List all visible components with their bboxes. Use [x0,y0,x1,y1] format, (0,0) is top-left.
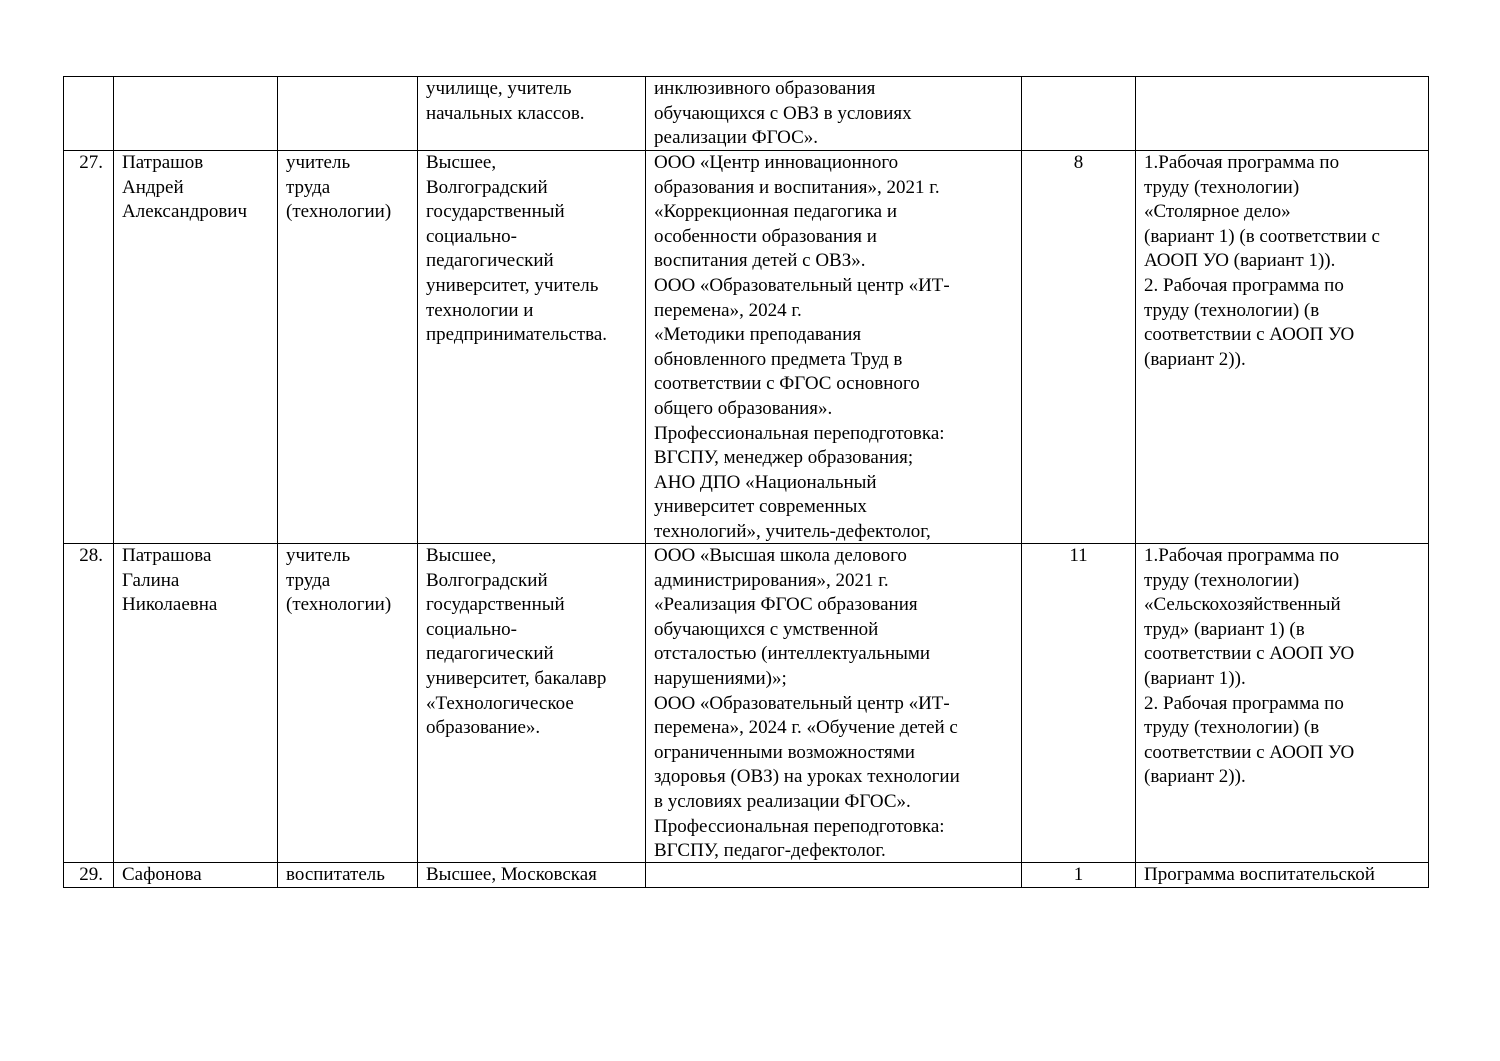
cell-position: учитель труда (технологии) [278,151,418,544]
cell-name: Патрашова Галина Николаевна [114,544,278,863]
cell-position: воспитатель [278,863,418,888]
cell-position: учитель труда (технологии) [278,544,418,863]
cell-hours: 8 [1022,151,1136,544]
cell-education: Высшее, Волгоградский государственный социально- педагогический университет, учитель технологии и предпринимательства. [418,151,646,544]
cell-education: Высшее, Московская [418,863,646,888]
table-row [64,863,1429,888]
table-row [64,151,1429,544]
staff-table [63,76,1429,888]
cell-training [646,863,1022,888]
table-row [64,544,1429,863]
cell-number: 29. [64,863,114,888]
cell-hours: 1 [1022,863,1136,888]
cell-position [278,77,418,151]
cell-programs: 1.Рабочая программа по труду (технологии) «Сельскохозяйственный труд» (вариант 1) (в соответствии с АООП УО (вариант 1)). 2. Рабочая программа по труду (технологии) (в соответствии с АООП УО (вариант 2)). [1136,544,1429,863]
cell-hours [1022,77,1136,151]
cell-name: Сафонова [114,863,278,888]
cell-education: Высшее, Волгоградский государственный социально- педагогический университет, бакалавр «Технологическое образование». [418,544,646,863]
cell-education: училище, учитель начальных классов. [418,77,646,151]
cell-number: 27. [64,151,114,544]
cell-number: 28. [64,544,114,863]
cell-name: Патрашов Андрей Александрович [114,151,278,544]
table-row [64,77,1429,151]
cell-training: инклюзивного образования обучающихся с ОВЗ в условиях реализации ФГОС». [646,77,1022,151]
cell-training: ООО «Центр инновационного образования и воспитания», 2021 г. «Коррекционная педагогика и особенности образования и воспитания детей с ОВЗ». ООО «Образовательный центр «ИТ- перемена», 2024 г. «Методики преподавания обновленного предмета Труд в соответствии с ФГОС основного общего образования». Профессиональная переподготовка: ВГСПУ, менеджер образования; АНО ДПО «Национальный университет современных технологий», учитель-дефектолог, [646,151,1022,544]
cell-number [64,77,114,151]
cell-name [114,77,278,151]
cell-programs: 1.Рабочая программа по труду (технологии) «Столярное дело» (вариант 1) (в соответствии с АООП УО (вариант 1)). 2. Рабочая программа по труду (технологии) (в соответствии с АООП УО (вариант 2)). [1136,151,1429,544]
cell-programs: Программа воспитательской [1136,863,1429,888]
cell-training: ООО «Высшая школа делового администрирования», 2021 г. «Реализация ФГОС образования обучающихся с умственной отсталостью (интеллектуальными нарушениями)»; ООО «Образовательный центр «ИТ- перемена», 2024 г. «Обучение детей с ограниченными возможностями здоровья (ОВЗ) на уроках технологии в условиях реализации ФГОС». Профессиональная переподготовка: ВГСПУ, педагог-дефектолог. [646,544,1022,863]
cell-programs [1136,77,1429,151]
cell-hours: 11 [1022,544,1136,863]
